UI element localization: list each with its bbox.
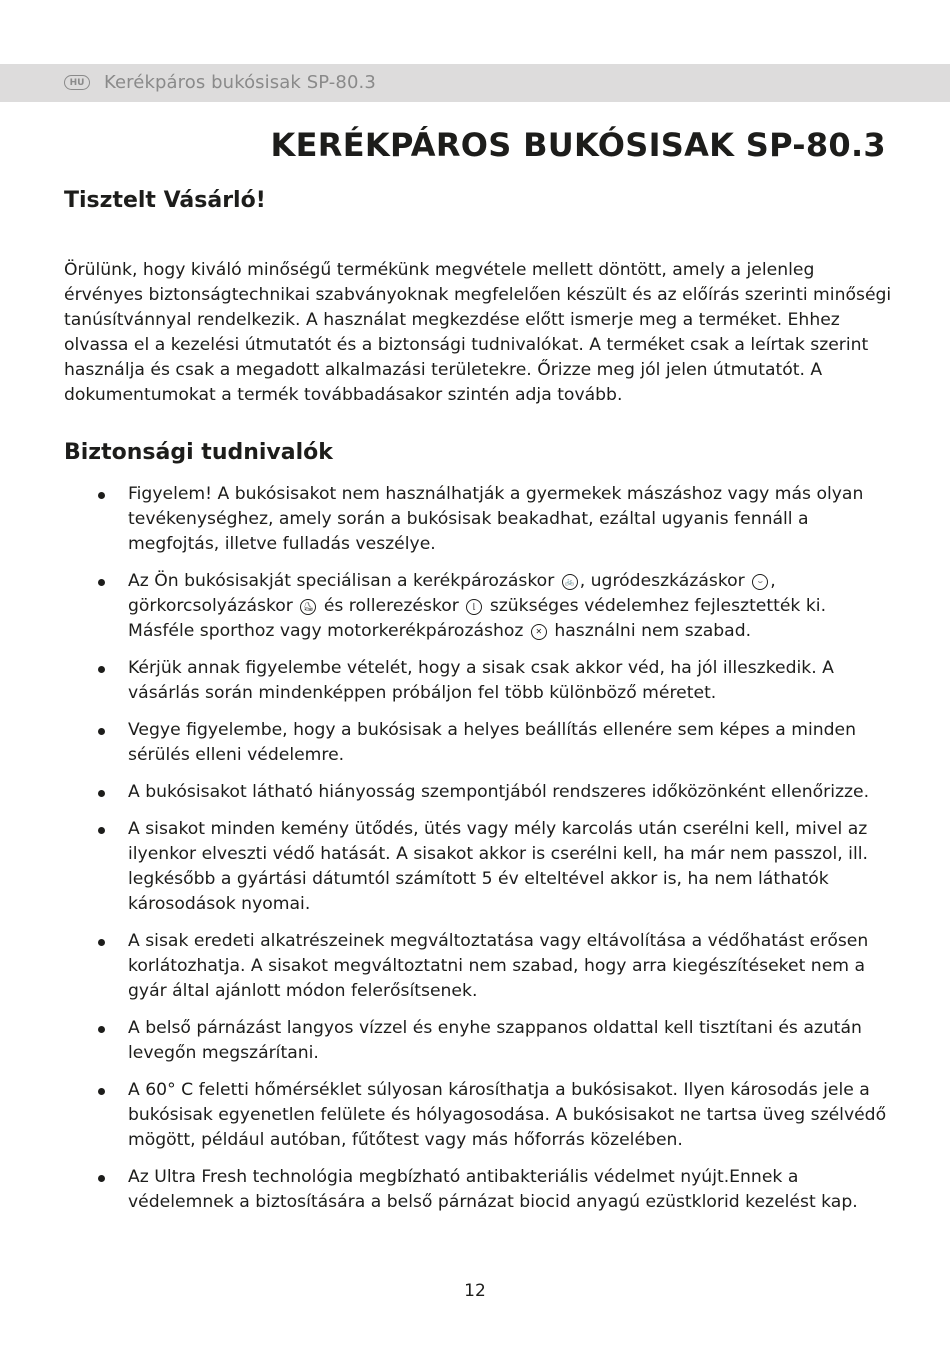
list-item-text-part: és rollerezéskor	[323, 596, 459, 616]
list-item-text: A belső párnázást langyos vízzel és enyhe szappanos oldattal kell tisztítani és azután levegőn megszárítani.	[128, 1018, 862, 1063]
list-item-text: Vegye figyelembe, hogy a bukósisak a helyes beállítás ellenére sem képes a minden sérülés elleni védelemre.	[128, 720, 857, 765]
bullet-icon	[98, 827, 105, 834]
bullet-icon	[98, 579, 105, 586]
list-item-text-part: szükséges védelemhez fejlesztették ki. Másféle sporthoz vagy motorkerékpározáshoz	[128, 596, 827, 641]
bullet-icon	[98, 1175, 105, 1182]
list-item	[64, 1078, 894, 1153]
inline-skate-icon: ⛸	[300, 599, 316, 615]
list-item-text-part: használni nem szabad.	[554, 621, 752, 641]
skateboard-icon: ⌣	[752, 574, 768, 590]
list-item-text-part: , görkorcsolyázáskor	[128, 571, 776, 616]
list-item-text: Az Ultra Fresh technológia megbízható antibakteriális védelmet nyújt.Ennek a védelemnek a biztosítására a belső párnázat biocid anyagú ezüstklorid kezelést kap.	[128, 1167, 858, 1212]
list-item-text: A sisak eredeti alkatrészeinek megváltoztatása vagy eltávolítása a védőhatást erősen korlátozhatja. A sisakot megváltoztatni nem szabad, hogy arra kiegészítéseket nem a gyár által ajánlott módon felerősítsenek.	[128, 931, 869, 1001]
scooter-icon: ⌊	[466, 599, 482, 615]
list-item	[64, 569, 894, 644]
bullet-icon	[98, 1088, 105, 1095]
list-item-text-part: Az Ön bukósisakját speciálisan a kerékpározáskor	[128, 571, 555, 591]
no-motorcycle-icon: ✕	[531, 624, 547, 640]
safety-heading: Biztonsági tudnivalók	[64, 440, 333, 465]
bullet-icon	[98, 1026, 105, 1033]
list-item-text: Figyelem! A bukósisakot nem használhatják a gyermekek mászáshoz vagy más olyan tevékenységhez, amely során a bukósisak beakadhat, ezáltal ugyanis fennáll a megfojtás, illetve fulladás veszélye.	[128, 484, 864, 554]
bullet-icon	[98, 728, 105, 735]
bullet-icon	[98, 666, 105, 673]
bicycle-icon: 🚲	[562, 574, 578, 590]
greeting-heading: Tisztelt Vásárló!	[64, 188, 266, 213]
bullet-icon	[98, 790, 105, 797]
list-item-text: A bukósisakot látható hiányosság szempontjából rendszeres időközönként ellenőrizze.	[128, 782, 870, 802]
bullet-icon	[98, 939, 105, 946]
list-item-text: A 60° C feletti hőmérséklet súlyosan károsíthatja a bukósisakot. Ilyen károsodás jele a bukósisak egyenetlen felülete és hólyagosodása. A bukósisakot ne tartsa üveg szélvédő mögött, például autóban, fűtőtest vagy más hőforrás közelében.	[128, 1080, 887, 1150]
document-title: KERÉKPÁROS BUKÓSISAK SP-80.3	[270, 126, 886, 164]
bullet-icon	[98, 492, 105, 499]
page-number: 12	[464, 1281, 486, 1301]
list-item-text-part: , ugródeszkázáskor	[579, 571, 745, 591]
list-item	[64, 482, 894, 557]
running-title: Kerékpáros bukósisak SP-80.3	[104, 72, 376, 93]
list-item	[64, 1016, 894, 1066]
list-item	[64, 1165, 894, 1215]
intro-paragraph: Örülünk, hogy kiváló minőségű termékünk megvétele mellett döntött, amely a jelenleg érvényes biztonságtechnikai szabványoknak megfelelően készült és az előírás szerinti minőségi tanúsítvánnyal rendelkezik. A használat megkezdése előtt ismerje meg a terméket. Ehhez olvassa el a kezelési útmutatót és a biztonsági tudnivalókat. A terméket csak a leírtak szerint használja és csak a megadott alkalmazási területekre. Őrizze meg jól jelen útmutatót. A dokumentumokat a termék továbbadásakor szintén adja tovább.	[64, 260, 892, 405]
list-item-text: A sisakot minden kemény ütődés, ütés vagy mély karcolás után cserélni kell, mivel az ilyenkor elveszti védő hatását. A sisakot akkor is cserélni kell, ha már nem passzol, ill. legkésőbb a gyártási dátumtól számított 5 év elteltével akkor is, ha nem láthatók károsodások nyomai.	[128, 819, 868, 914]
language-badge: HU	[64, 75, 90, 90]
safety-list	[64, 482, 894, 1227]
list-item	[64, 780, 894, 805]
list-item	[64, 929, 894, 1004]
list-item	[64, 656, 894, 706]
list-item	[64, 718, 894, 768]
list-item	[64, 817, 894, 917]
list-item-text: Kérjük annak figyelembe vételét, hogy a sisak csak akkor véd, ha jól illeszkedik. A vásárlás során mindenképpen próbáljon fel több különböző méretet.	[128, 658, 834, 703]
